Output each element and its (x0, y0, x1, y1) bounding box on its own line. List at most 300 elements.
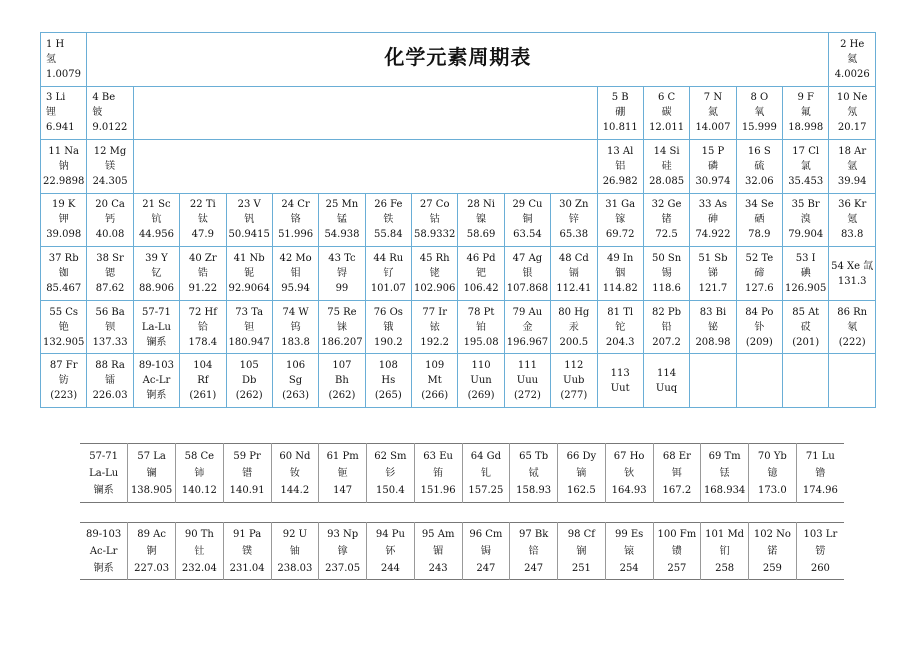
element-line: 钷 (337, 467, 348, 479)
element-line: 镅 (433, 545, 444, 557)
series-element-cell (796, 523, 844, 580)
element-cell (643, 86, 689, 140)
element-line: 钐 (385, 467, 396, 479)
element-line: 镧 (146, 467, 157, 479)
element-line: Db (241, 375, 257, 387)
element-line: 47.9 (191, 229, 214, 241)
element-line: (209) (745, 336, 773, 348)
element-line: 231.04 (229, 562, 265, 574)
element-line: 32.06 (744, 175, 774, 187)
series-element-cell (701, 523, 749, 580)
element-line: 92.9064 (228, 283, 270, 295)
element-line: Mt (427, 375, 442, 387)
element-line: 44 Ru (373, 253, 404, 265)
element-cell (504, 354, 550, 408)
element-line: 氧 (754, 107, 765, 119)
element-line: 243 (428, 562, 448, 574)
element-line: 镁 (105, 160, 116, 172)
element-line: 氦 (847, 53, 858, 65)
element-line: 铪 (197, 321, 208, 333)
element-cell (41, 354, 87, 408)
series-element-cell (701, 444, 749, 503)
element-line: 183.8 (281, 336, 310, 348)
element-cell (412, 247, 458, 301)
element-line: 58.9332 (414, 229, 456, 241)
element-line: 10.811 (602, 122, 638, 134)
element-line: 钡 (105, 321, 116, 333)
element-line: 93 Np (327, 528, 359, 540)
element-line: 铁 (383, 214, 394, 226)
empty-cell (690, 354, 736, 408)
element-line: 锆 (197, 268, 208, 280)
element-line: 28.085 (649, 175, 685, 187)
element-line: 34 Se (744, 199, 774, 211)
element-line: 98 Cf (567, 528, 595, 540)
element-line: 镓 (615, 214, 626, 226)
element-cell (736, 140, 782, 194)
element-line: 151.96 (420, 484, 456, 496)
element-line: 镧系 (146, 336, 167, 348)
series-element-cell (176, 523, 224, 580)
period-row (41, 33, 876, 87)
element-line: 174.96 (802, 484, 838, 496)
element-cell (736, 300, 782, 354)
series-element-cell (749, 523, 797, 580)
element-line: 钚 (385, 545, 396, 557)
element-line: 94 Pu (375, 528, 405, 540)
element-cell (551, 300, 597, 354)
element-line: 81 Tl (607, 306, 634, 318)
element-cell (41, 86, 87, 140)
element-line: (223) (50, 390, 78, 402)
element-cell (458, 300, 504, 354)
element-line: 48 Cd (558, 253, 589, 265)
element-line: 汞 (568, 321, 579, 333)
element-line: 氮 (707, 107, 718, 119)
element-line: 镱 (767, 467, 778, 479)
element-line: 22.9898 (43, 175, 85, 187)
element-line: 140.91 (229, 484, 265, 496)
element-line: 192.2 (420, 336, 449, 348)
element-line: 15.999 (741, 122, 777, 134)
series-element-cell (367, 444, 415, 503)
element-cell (319, 193, 365, 247)
element-line: 168.934 (703, 484, 746, 496)
element-line: 39 Y (145, 253, 168, 265)
element-cell (41, 193, 87, 247)
series-element-cell (510, 523, 558, 580)
element-cell (133, 300, 179, 354)
element-line: 259 (762, 562, 782, 574)
element-line: 186.207 (321, 336, 363, 348)
series-element-cell (319, 444, 367, 503)
element-line: 锕系 (93, 562, 114, 574)
element-cell (551, 354, 597, 408)
element-line: 114 (657, 367, 677, 379)
element-line: 71 Lu (805, 450, 835, 462)
element-line: 镧系 (93, 484, 114, 496)
element-line: 73 Ta (235, 306, 264, 318)
element-line: 锶 (105, 268, 116, 280)
element-line: 41 Nb (233, 253, 265, 265)
period-row (41, 354, 876, 408)
element-line: 112.41 (556, 283, 592, 295)
element-line: 43 Tc (328, 253, 356, 265)
element-cell (272, 300, 318, 354)
element-line: 14.007 (695, 122, 731, 134)
element-line: 57-71 (89, 450, 119, 462)
element-line: 140.12 (181, 484, 217, 496)
element-line: 1.0079 (46, 68, 81, 80)
element-line: 1 H (46, 38, 65, 50)
element-line: 95.94 (281, 283, 310, 295)
element-line: 49 In (607, 253, 634, 265)
element-line: 4 Be (92, 92, 116, 104)
element-line: 钾 (58, 214, 69, 226)
element-line: 钴 (429, 214, 440, 226)
element-line: 30 Zn (559, 199, 589, 211)
element-cell (41, 33, 87, 87)
element-line: 157.25 (468, 484, 504, 496)
element-line: 83 Bi (699, 306, 727, 318)
element-line: (262) (328, 390, 356, 402)
element-line: 29 Cu (512, 199, 543, 211)
element-line: 镥 (815, 467, 826, 479)
element-cell (643, 140, 689, 194)
element-line: 114.82 (602, 283, 638, 295)
element-line: 31 Ga (605, 199, 636, 211)
element-line: 63 Eu (423, 450, 453, 462)
element-line: 137.33 (92, 336, 128, 348)
element-line: 铷 (58, 268, 69, 280)
element-line: 氪 (847, 214, 858, 226)
element-line: La-Lu (141, 321, 171, 333)
element-line: 18 Ar (838, 145, 867, 157)
element-cell (690, 300, 736, 354)
element-cell (690, 247, 736, 301)
element-cell (829, 247, 876, 301)
element-line: 镄 (671, 545, 682, 557)
element-line: La-Lu (89, 467, 119, 479)
element-line: 锡 (661, 268, 672, 280)
element-line: 钽 (244, 321, 255, 333)
element-line: 75 Re (327, 306, 357, 318)
element-line: 6 C (657, 92, 676, 104)
element-line: 钇 (151, 268, 162, 280)
element-line: (272) (513, 390, 541, 402)
element-line: 51.996 (278, 229, 314, 241)
element-cell (41, 140, 87, 194)
element-line: (277) (560, 390, 588, 402)
element-line: 磷 (707, 160, 718, 172)
periodic-table (40, 32, 876, 408)
title-cell (87, 33, 829, 87)
element-cell (226, 300, 272, 354)
element-line: 164.93 (611, 484, 647, 496)
element-line: 钛 (197, 214, 208, 226)
element-line: 钆 (480, 467, 491, 479)
element-line: 126.905 (785, 283, 827, 295)
element-line: 25 Mn (325, 199, 359, 211)
element-line: 112 (564, 360, 584, 372)
element-cell (365, 354, 411, 408)
element-cell (736, 193, 782, 247)
element-line: 72 Hf (188, 306, 217, 318)
series-element-cell (128, 523, 176, 580)
series-element-cell (414, 444, 462, 503)
element-line: 95 Am (421, 528, 455, 540)
element-line: 102 No (753, 528, 791, 540)
element-cell (272, 193, 318, 247)
element-line: 103 Lr (803, 528, 838, 540)
element-line: 200.5 (559, 336, 589, 348)
element-line: 9.0122 (92, 122, 128, 134)
element-line: 79 Au (512, 306, 543, 318)
element-cell (226, 193, 272, 247)
element-line: 53 I (795, 253, 816, 265)
element-line: 锕系 (146, 390, 167, 402)
element-line: 铹 (815, 545, 826, 557)
element-line: Uuq (655, 382, 678, 394)
period-row (41, 300, 876, 354)
element-line: 铱 (429, 321, 440, 333)
element-line: 54.938 (324, 229, 360, 241)
element-line: 铯 (58, 321, 69, 333)
element-line: 11 Na (48, 145, 79, 157)
element-line: 158.93 (516, 484, 552, 496)
element-line: 85.467 (46, 283, 82, 295)
element-line: 92 U (282, 528, 308, 540)
element-line: 162.5 (567, 484, 596, 496)
element-line: 57 La (137, 450, 166, 462)
element-line: 35 Br (791, 199, 820, 211)
element-line: 12 Mg (93, 145, 127, 157)
element-line: 173.0 (758, 484, 787, 496)
element-cell (597, 354, 643, 408)
element-line: 244 (380, 562, 400, 574)
element-line: 144.2 (280, 484, 310, 496)
element-line: 88 Ra (95, 360, 125, 372)
element-cell (87, 193, 133, 247)
element-line: 锕 (146, 545, 157, 557)
element-cell (180, 300, 226, 354)
element-cell (319, 300, 365, 354)
element-line: 铒 (671, 467, 682, 479)
element-line: 97 Bk (518, 528, 549, 540)
element-line: 65 Tb (519, 450, 549, 462)
element-line: 镍 (476, 214, 487, 226)
element-line: 247 (476, 562, 496, 574)
element-line: 铈 (194, 467, 205, 479)
element-line: 57-71 (142, 306, 171, 318)
series-element-cell (796, 444, 844, 503)
element-line: 196.967 (506, 336, 549, 348)
element-line: 232.04 (181, 562, 217, 574)
element-cell (412, 193, 458, 247)
element-line: 74.922 (695, 229, 731, 241)
element-cell (690, 193, 736, 247)
element-line: 36 Kr (838, 199, 867, 211)
element-cell (272, 247, 318, 301)
element-line: 硼 (615, 107, 626, 119)
element-line: 138.905 (130, 484, 173, 496)
element-line: 101 Md (705, 528, 745, 540)
element-line: (201) (792, 336, 820, 348)
element-line: 91.22 (188, 283, 218, 295)
element-cell (597, 86, 643, 140)
element-line: 38 Sr (96, 253, 124, 265)
element-cell (504, 193, 550, 247)
element-line: 83.8 (841, 229, 864, 241)
element-line: 7 N (703, 92, 723, 104)
series-element-cell (605, 523, 653, 580)
element-line: 锌 (568, 214, 579, 226)
element-cell (180, 354, 226, 408)
element-line: 氡 (847, 321, 858, 333)
element-line: Uun (470, 375, 492, 387)
element-line: 74 W (282, 306, 309, 318)
element-line: 54 Xe 氙 (831, 260, 874, 272)
element-line: 42 Mo (279, 253, 312, 265)
element-line: 111 (517, 360, 537, 372)
element-cell (643, 193, 689, 247)
element-line: 24 Cr (281, 199, 310, 211)
element-line: 镝 (576, 467, 587, 479)
element-line: 77 Ir (422, 306, 447, 318)
element-line: Bh (335, 375, 349, 387)
element-line: 溴 (800, 214, 811, 226)
element-cell (226, 354, 272, 408)
element-cell (597, 300, 643, 354)
element-cell (41, 247, 87, 301)
series-element-cell (558, 523, 606, 580)
element-line: 167.2 (662, 484, 692, 496)
empty-cell (736, 354, 782, 408)
element-line: 铬 (290, 214, 301, 226)
series-element-cell (128, 444, 176, 503)
element-line: 砹 (800, 321, 811, 333)
element-cell (365, 193, 411, 247)
element-line: 78 Pt (467, 306, 495, 318)
element-line: 90 Th (184, 528, 214, 540)
series-element-cell (653, 444, 701, 503)
element-line: 251 (571, 562, 591, 574)
element-line: 6.941 (46, 122, 75, 134)
element-cell (87, 140, 133, 194)
element-line: 钋 (754, 321, 765, 333)
element-line: Ac-Lr (89, 545, 118, 557)
element-line: 镨 (242, 467, 253, 479)
series-element-cell (271, 444, 319, 503)
element-line: 铕 (433, 467, 444, 479)
series-element-cell (653, 523, 701, 580)
element-line: 铝 (615, 160, 626, 172)
element-line: 碳 (661, 107, 672, 119)
element-line: 9 F (797, 92, 814, 104)
element-line: 85 At (792, 306, 820, 318)
element-line: 72.5 (655, 229, 678, 241)
element-line: 镎 (337, 545, 348, 557)
element-line: 22 Ti (189, 199, 216, 211)
series-element-cell (223, 444, 271, 503)
element-line: (262) (235, 390, 263, 402)
element-line: 21 Sc (142, 199, 171, 211)
element-line: 70 Yb (757, 450, 787, 462)
element-line: 101.07 (370, 283, 406, 295)
element-line: 17 Cl (792, 145, 820, 157)
element-line: 76 Os (373, 306, 403, 318)
element-cell (412, 300, 458, 354)
element-cell (736, 86, 782, 140)
element-cell (504, 300, 550, 354)
element-line: 82 Pb (652, 306, 682, 318)
element-line: 87.62 (95, 283, 125, 295)
element-line: 88.906 (138, 283, 174, 295)
element-line: 40.08 (95, 229, 125, 241)
element-line: 锇 (383, 321, 394, 333)
element-line: 127.6 (744, 283, 774, 295)
element-cell (783, 86, 829, 140)
element-line: (265) (374, 390, 402, 402)
element-line: 44.956 (138, 229, 174, 241)
period-row (41, 247, 876, 301)
element-line: 氩 (847, 160, 858, 172)
element-line: 106 (286, 360, 306, 372)
element-line: 3 Li (46, 92, 66, 104)
series-element-cell (80, 523, 128, 580)
element-line: 20.17 (837, 122, 867, 134)
element-line: 4.0026 (834, 68, 870, 80)
period-row (41, 140, 876, 194)
element-line: 66 Dy (566, 450, 597, 462)
element-line: 钠 (58, 160, 69, 172)
element-line: 30.974 (695, 175, 731, 187)
element-line: 50 Sn (651, 253, 682, 265)
element-cell (829, 140, 876, 194)
element-line: 208.98 (695, 336, 731, 348)
element-line: 锔 (480, 545, 491, 557)
element-cell (643, 247, 689, 301)
element-line: 铋 (707, 321, 718, 333)
element-line: Rf (197, 375, 209, 387)
element-line: 79.904 (788, 229, 824, 241)
element-line: 207.2 (652, 336, 681, 348)
element-cell (87, 86, 133, 140)
element-cell (226, 247, 272, 301)
series-element-cell (558, 444, 606, 503)
element-cell (365, 300, 411, 354)
element-line: 砷 (707, 214, 718, 226)
element-line: 190.2 (373, 336, 403, 348)
element-line: 78.9 (748, 229, 771, 241)
element-line: 105 (239, 360, 259, 372)
element-line: 钔 (719, 545, 730, 557)
element-line: 锿 (624, 545, 635, 557)
element-line: 107.868 (506, 283, 549, 295)
element-cell (643, 354, 689, 408)
element-line: 180.947 (228, 336, 270, 348)
element-cell (690, 86, 736, 140)
element-line: 钌 (383, 268, 394, 280)
element-cell (783, 140, 829, 194)
element-line: 金 (522, 321, 533, 333)
element-line: 147 (333, 484, 353, 496)
element-line: 氖 (847, 107, 858, 119)
element-line: 67 Ho (613, 450, 645, 462)
element-line: 89 Ac (137, 528, 166, 540)
element-line: Uuu (516, 375, 539, 387)
element-line: 钕 (289, 467, 300, 479)
